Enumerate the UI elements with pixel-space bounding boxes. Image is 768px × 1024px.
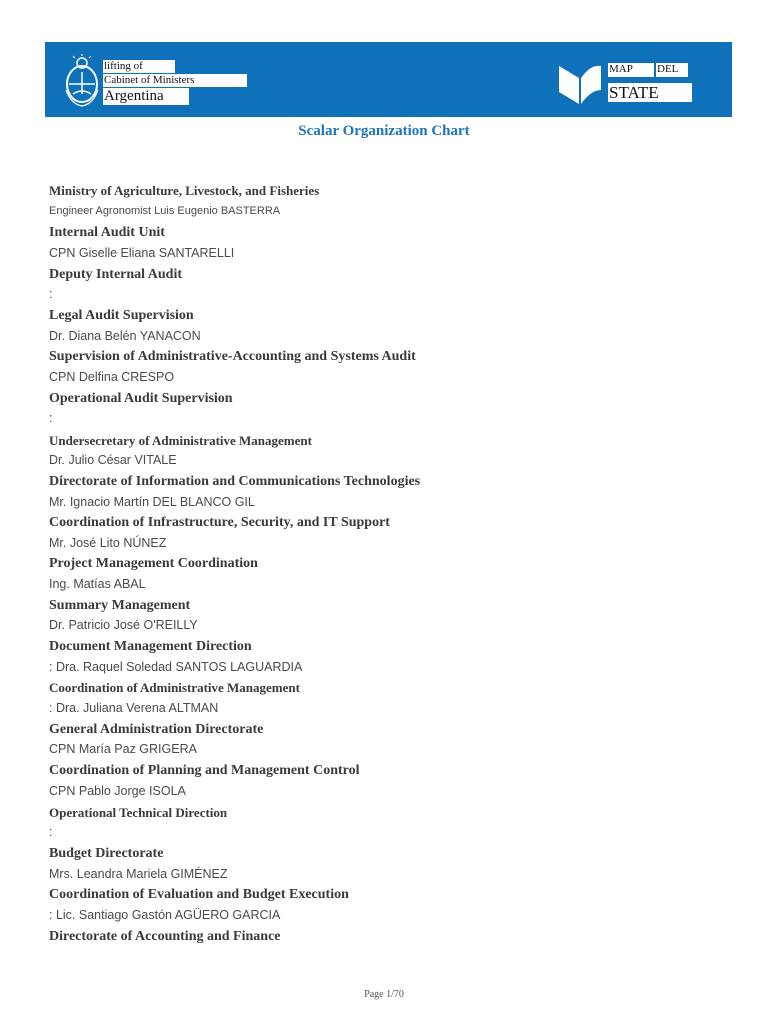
unit-holder: Mr. Ignacio Martín DEL BLANCO GIL [49,495,255,509]
unit-name: Budget Directorate [49,846,164,861]
unit-name: Coordination of Planning and Management Control [49,763,360,778]
unit-holder: Dr. Patricio José O'REILLY [49,618,198,632]
unit-holder: : Dra. Juliana Verena ALTMAN [49,701,219,715]
unit-holder: : Dra. Raquel Soledad SANTOS LAGUARDIA [49,660,303,674]
unit-name: Deputy Internal Audit [49,267,183,282]
header-label-argentina: Argentina [103,88,189,105]
page-number: Page 1/70 [364,989,404,1000]
page-title: Scalar Organization Chart [298,123,470,139]
header-label-del: DEL [656,63,688,77]
unit-name: Legal Audit Supervision [49,308,194,323]
header-label-lifting: lifting of [103,60,175,73]
unit-holder: CPN Pablo Jorge ISOLA [49,784,186,798]
header-label-map: MAP [608,63,654,77]
unit-name: Coordination of Infrastructure, Security, and IT Support [49,515,390,530]
unit-holder: CPN Delfina CRESPO [49,370,175,384]
unit-holder: Ing. Matías ABAL [49,577,146,591]
unit-name: Directorate of Information and Communications Technologies [49,474,421,489]
unit-name: General Administration Directorate [49,722,264,737]
unit-name: Document Management Direction [49,639,252,654]
unit-holder: CPN Giselle Eliana SANTARELLI [49,246,235,260]
unit-holder: : [49,287,53,301]
unit-holder: Dr. Diana Belén YANACON [49,329,201,343]
unit-name: Operational Audit Supervision [49,391,233,406]
unit-name: Internal Audit Unit [49,225,165,240]
header-banner [45,42,732,117]
unit-name: Supervision of Administrative-Accounting and Systems Audit [49,349,416,364]
ministry-name: Ministry of Agriculture, Livestock, and Fisheries [49,183,320,198]
header-label-cabinet: Cabinet of Ministers [103,74,247,87]
unit-holder: CPN María Paz GRIGERA [49,742,197,756]
unit-holder: Mrs. Leandra Mariela GIMÉNEZ [49,867,228,881]
unit-holder: : Lic. Santiago Gastón AGÜERO GARCIA [49,908,281,922]
map-del-estado-logo-icon [557,60,603,106]
unit-holder: : [49,411,53,425]
unit-name: Project Management Coordination [49,556,258,571]
national-emblem-icon [63,54,101,108]
header-label-state: STATE [608,83,692,102]
unit-holder: Dr. Julio César VITALE [49,453,177,467]
unit-name: Directorate of Accounting and Finance [49,929,281,944]
unit-name: Coordination of Evaluation and Budget Execution [49,887,349,902]
unit-holder: : [49,825,53,839]
unit-name: Operational Technical Direction [49,805,228,820]
ministry-holder: Engineer Agronomist Luis Eugenio BASTERRA [49,205,281,217]
unit-holder: Mr. José Lito NÚNEZ [49,536,167,550]
unit-name: Undersecretary of Administrative Management [49,433,312,448]
unit-name: Summary Management [49,598,191,613]
unit-name: Coordination of Administrative Management [49,680,300,695]
